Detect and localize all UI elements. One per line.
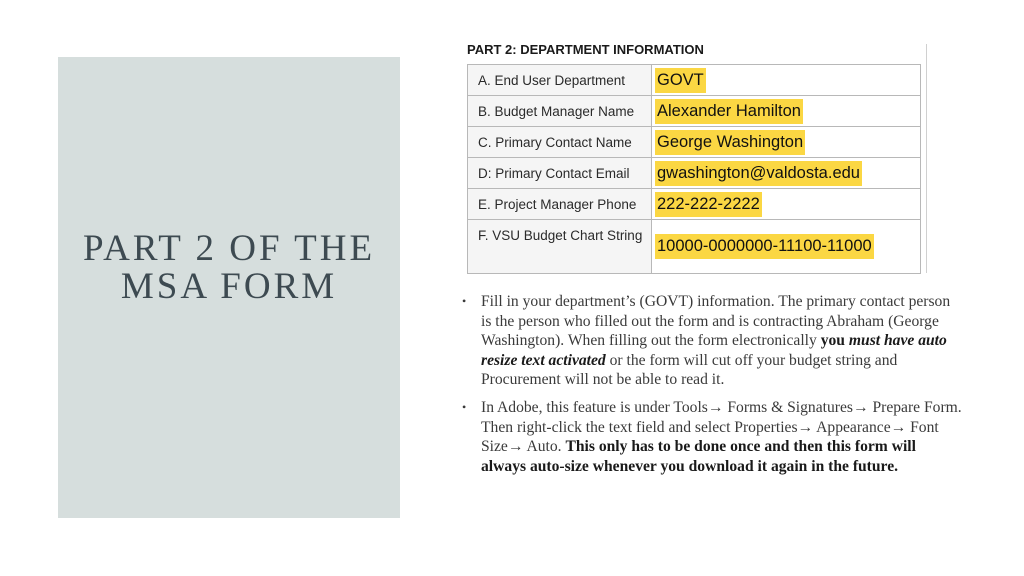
- primary-contact-email-value: gwashington@valdosta.edu: [655, 161, 862, 186]
- row-value-cell: [652, 96, 921, 127]
- row-value-cell: [652, 65, 921, 96]
- primary-contact-name-value: George Washington: [655, 130, 805, 155]
- row-label: B. Budget Manager Name: [468, 96, 652, 127]
- form-section-header: PART 2: DEPARTMENT INFORMATION: [467, 42, 704, 57]
- bullet-bold-text: This only has to be done once and then this form will always auto-size whenever you download it again in the future.: [481, 438, 916, 475]
- budget-chart-string-value: 10000-0000000-11100-11000: [655, 234, 874, 259]
- row-value-cell: [652, 189, 921, 220]
- row-value-cell: [652, 220, 921, 274]
- list-item: [462, 292, 962, 390]
- row-label: F. VSU Budget Chart String: [468, 220, 652, 274]
- row-label: E. Project Manager Phone: [468, 189, 652, 220]
- row-value-cell: [652, 127, 921, 158]
- slide-title: PART 2 OF THE MSA FORM: [82, 228, 376, 307]
- bullet-text: or the form will cut off your budget string and Procurement will not be able to read it.: [481, 351, 898, 389]
- department-info-table: [467, 64, 921, 274]
- bullet-marker: •: [462, 294, 467, 308]
- bullet-text: Fill in your department’s (GOVT) information. The primary contact person is the person who filled out the form and is contracting Abraham (George Washington). When filling out the form electronically: [481, 293, 951, 350]
- table-row: [468, 220, 921, 274]
- bullet-bold-text: you: [820, 332, 845, 350]
- project-manager-phone-value: 222-222-2222: [655, 192, 762, 217]
- bullet-marker: •: [462, 399, 467, 414]
- form-image-edge: [926, 44, 927, 273]
- end-user-department-value: GOVT: [655, 68, 706, 93]
- list-item: [462, 398, 962, 476]
- instruction-list: [462, 292, 962, 484]
- table-row: [468, 189, 921, 220]
- row-label: A. End User Department: [468, 65, 652, 96]
- row-label: C. Primary Contact Name: [468, 127, 652, 158]
- table-row: [468, 96, 921, 127]
- table-row: [468, 65, 921, 96]
- bullet-emphasis-text: must have auto resize text activated: [481, 332, 947, 369]
- table-row: [468, 158, 921, 189]
- bullet-text: In Adobe, this feature is under Tools→ Forms & Signatures→ Prepare Form. Then right-click the text field and select Properties→ Appearance→ Font Size→ Auto.: [481, 398, 962, 456]
- row-value-cell: [652, 158, 921, 189]
- budget-manager-name-value: Alexander Hamilton: [655, 99, 803, 124]
- row-label: D: Primary Contact Email: [468, 158, 652, 189]
- table-row: [468, 127, 921, 158]
